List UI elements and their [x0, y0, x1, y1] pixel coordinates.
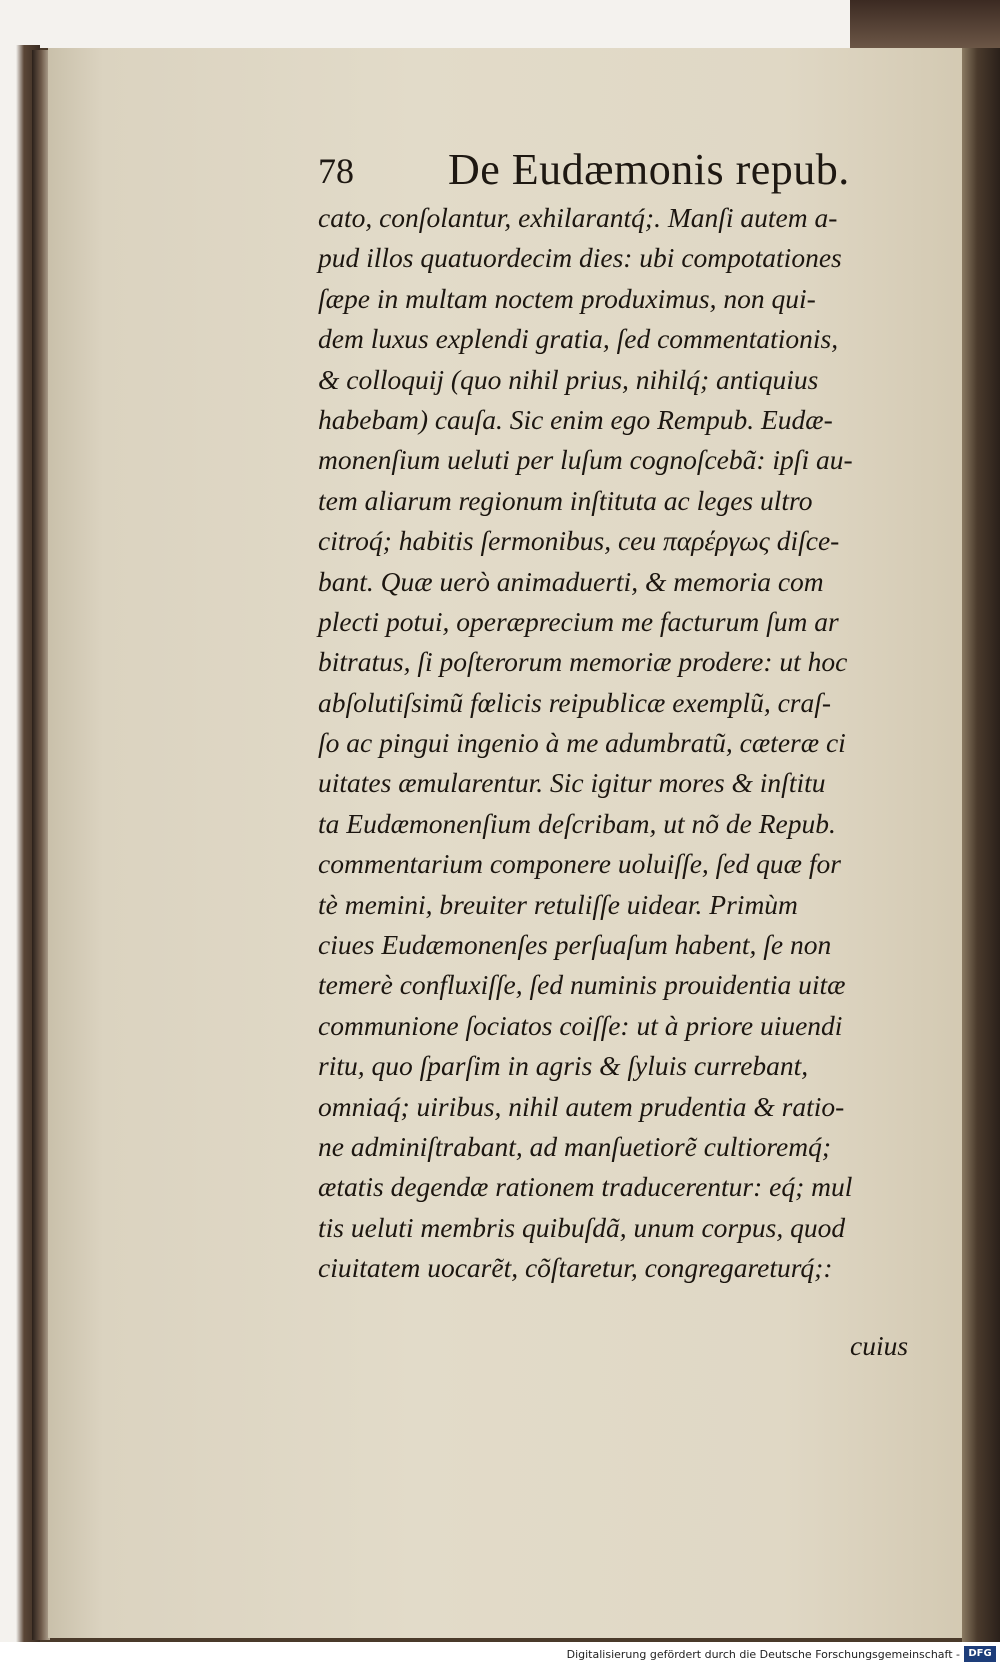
text-line: bitratus, ſi poſterorum memoriæ prodere: ut hoc: [318, 646, 848, 678]
text-line: monenſium ueluti per luſum cognoſcebã: ipſi au-: [318, 444, 853, 476]
text-line: cato, conſolantur, exhilarantq́;. Manſi autem a-: [318, 202, 838, 233]
text-line: ciues Eudæmonenſes perſuaſum habent, ſe non: [318, 929, 832, 961]
text-line: pud illos quatuordecim dies: ubi compotationes: [318, 242, 842, 274]
text-line: citroq́; habitis ſermonibus, ceu παρέργως diſce-: [318, 525, 840, 557]
text-line: temerè confluxiſſe, ſed numinis prouidentia uitæ: [318, 969, 846, 1001]
page-stack-edge: [962, 48, 1000, 1642]
text-line: ſo ac pingui ingenio à me adumbratũ, cæteræ ci: [318, 727, 846, 759]
text-line: ritu, quo ſparſim in agris & ſyluis currebant,: [318, 1050, 809, 1082]
text-line: tis ueluti membris quibuſdã, unum corpus, quod: [318, 1211, 846, 1243]
funding-credit: Digitalisierung gefördert durch die Deutsche Forschungsgemeinschaft -: [566, 1648, 960, 1661]
book-top-edge: [850, 0, 1000, 48]
text-line: ætatis degendæ rationem traducerentur: eq́; mul: [318, 1171, 853, 1203]
text-line: uitates æmularentur. Sic igitur mores & inſtitu: [318, 767, 826, 799]
text-line: abſolutiſsimũ fœlicis reipublicæ exemplũ, craſ-: [318, 686, 832, 718]
text-line: ſæpe in multam noctem produximus, non qui-: [318, 282, 816, 314]
body-text: [318, 198, 928, 1289]
footer-bar: [0, 1642, 1000, 1669]
text-line: dem luxus explendi gratia, ſed commentationis,: [318, 323, 839, 355]
page-number: 78: [318, 151, 354, 191]
text-line: ciuitatem uocarẽt, cõſtaretur, congregareturq́;:: [318, 1252, 833, 1284]
text-line: ne adminiſtrabant, ad manſuetiorẽ cultioremq́;: [318, 1130, 832, 1162]
text-line: habebam) cauſa. Sic enim ego Rempub. Eudæ-: [318, 403, 833, 435]
text-line: tè memini, breuiter retuliſſe uidear. Primùm: [318, 888, 798, 920]
running-head: De Eudæmonis repub.: [448, 145, 850, 194]
text-line: communione ſociatos coiſſe: ut à priore uiuendi: [318, 1009, 843, 1041]
text-line: ta Eudæmonenſium deſcribam, ut nõ de Repub.: [318, 807, 836, 839]
page-header: [318, 145, 878, 196]
text-line: & colloquij (quo nihil prius, nihilq́; antiquius: [318, 363, 819, 395]
text-line: commentarium componere uoluiſſe, ſed quæ for: [318, 848, 841, 880]
dfg-logo: DFG: [964, 1646, 996, 1662]
text-line: tem aliarum regionum inſtituta ac leges ultro: [318, 484, 813, 516]
catchword: cuius: [850, 1330, 909, 1361]
text-line: bant. Quæ uerò animaduerti, & memoria com: [318, 565, 824, 597]
text-line: plecti potui, operæprecium me facturum ſum ar: [318, 605, 839, 637]
text-line: omniaq́; uiribus, nihil autem prudentia & ratio-: [318, 1090, 845, 1122]
